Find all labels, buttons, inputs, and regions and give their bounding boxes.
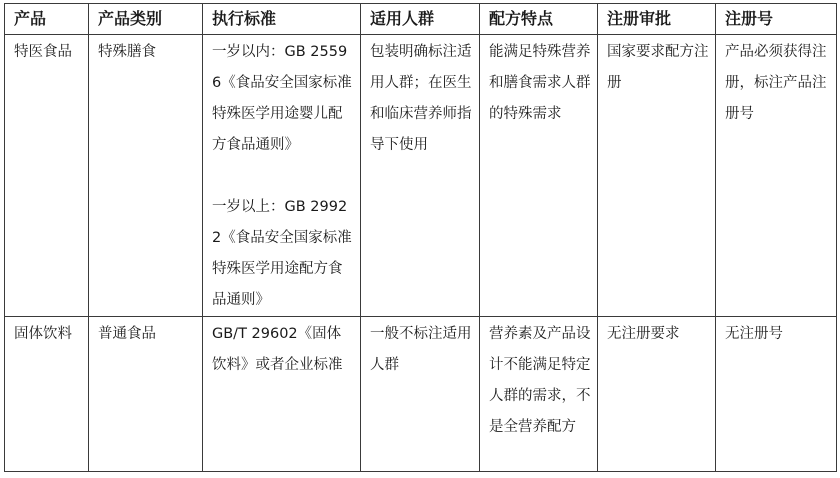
cell-population: 一般不标注适用人群 — [361, 317, 480, 472]
cell-product: 特医食品 — [5, 35, 89, 317]
cell-approval: 国家要求配方注册 — [598, 35, 716, 317]
table-row — [5, 317, 837, 472]
header-product: 产品 — [5, 4, 89, 35]
cell-category: 普通食品 — [89, 317, 203, 472]
header-approval: 注册审批 — [598, 4, 716, 35]
cell-category: 特殊膳食 — [89, 35, 203, 317]
standard-under-one: 一岁以内：GB 25596《食品安全国家标准特殊医学用途婴儿配方食品通则》 — [212, 44, 352, 153]
header-row — [5, 4, 837, 35]
cell-standard — [203, 35, 361, 317]
cell-standard: GB/T 29602《固体饮料》或者企业标准 — [203, 317, 361, 472]
cell-reg-no: 产品必须获得注册，标注产品注册号 — [716, 35, 837, 317]
header-category: 产品类别 — [89, 4, 203, 35]
comparison-table — [4, 3, 837, 472]
cell-population: 包装明确标注适用人群；在医生和临床营养师指导下使用 — [361, 35, 480, 317]
cell-approval: 无注册要求 — [598, 317, 716, 472]
cell-formula: 能满足特殊营养和膳食需求人群的特殊需求 — [480, 35, 598, 317]
table-row — [5, 35, 837, 317]
header-population: 适用人群 — [361, 4, 480, 35]
standard-over-one: 一岁以上：GB 29922《食品安全国家标准特殊医学用途配方食品通则》 — [212, 199, 352, 308]
cell-formula: 营养素及产品设计不能满足特定人群的需求，不是全营养配方 — [480, 317, 598, 472]
cell-reg-no: 无注册号 — [716, 317, 837, 472]
cell-product: 固体饮料 — [5, 317, 89, 472]
header-formula: 配方特点 — [480, 4, 598, 35]
header-reg-no: 注册号 — [716, 4, 837, 35]
header-standard: 执行标准 — [203, 4, 361, 35]
paragraph-gap — [212, 161, 354, 192]
